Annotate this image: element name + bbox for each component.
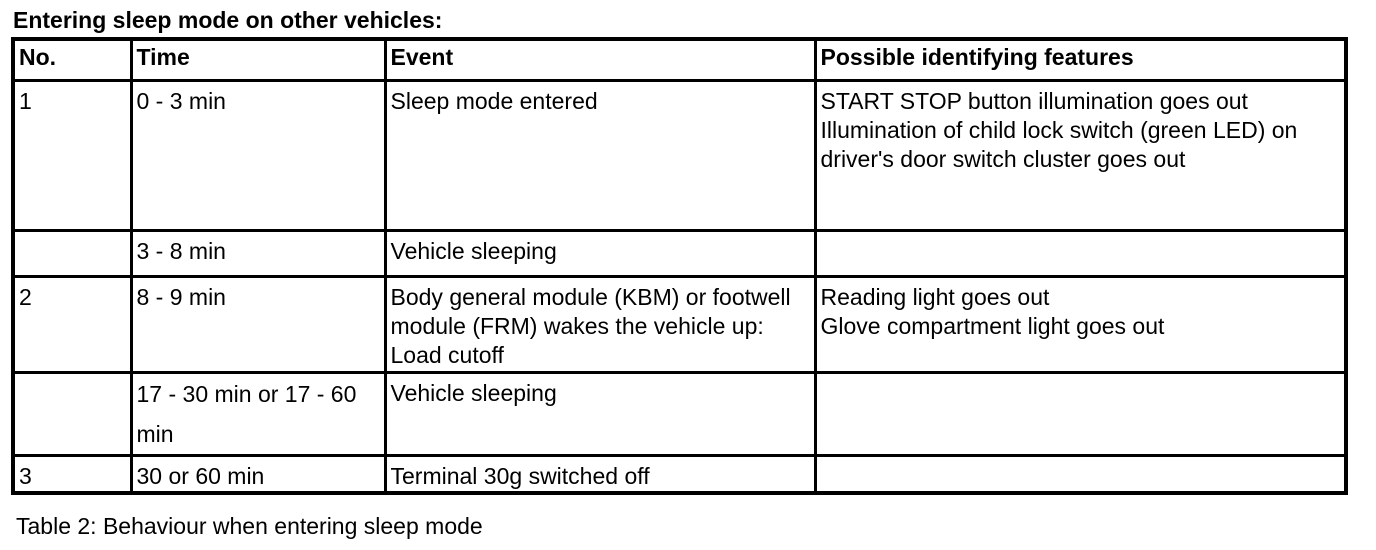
cell-time: 0 - 3 min <box>131 81 385 231</box>
feature-line: Illumination of child lock switch (green LED) on driver's door switch cluster goes out <box>820 117 1298 172</box>
cell-no: 2 <box>13 277 131 373</box>
table-header-row <box>13 39 1346 81</box>
page-heading: Entering sleep mode on other vehicles: <box>13 7 443 33</box>
sleep-mode-table <box>11 37 1348 495</box>
cell-no: 1 <box>13 81 131 231</box>
table-row <box>13 373 1346 456</box>
header-event: Event <box>385 39 815 81</box>
feature-line: Reading light goes out <box>820 284 1050 310</box>
cell-event: Vehicle sleeping <box>385 231 815 277</box>
cell-time: 17 - 30 min or 17 - 60 min <box>131 373 385 456</box>
cell-no: 3 <box>13 456 131 494</box>
table-row <box>13 456 1346 494</box>
cell-features <box>815 277 1346 373</box>
cell-features <box>815 456 1346 494</box>
cell-time: 30 or 60 min <box>131 456 385 494</box>
header-no: No. <box>13 39 131 81</box>
feature-line: START STOP button illumination goes out <box>820 88 1248 114</box>
cell-time: 3 - 8 min <box>131 231 385 277</box>
cell-features <box>815 373 1346 456</box>
table-row <box>13 277 1346 373</box>
cell-no <box>13 231 131 277</box>
header-time: Time <box>131 39 385 81</box>
table-row <box>13 81 1346 231</box>
feature-line: Glove compartment light goes out <box>820 313 1165 339</box>
cell-features <box>815 231 1346 277</box>
cell-features <box>815 81 1346 231</box>
header-features: Possible identifying features <box>815 39 1346 81</box>
cell-event: Sleep mode entered <box>385 81 815 231</box>
table-caption: Table 2: Behaviour when entering sleep mode <box>16 513 483 539</box>
cell-time: 8 - 9 min <box>131 277 385 373</box>
cell-no <box>13 373 131 456</box>
cell-event: Vehicle sleeping <box>385 373 815 456</box>
cell-event: Terminal 30g switched off <box>385 456 815 494</box>
cell-event: Body general module (KBM) or footwell module (FRM) wakes the vehicle up: Load cutoff <box>385 277 815 373</box>
table-row <box>13 231 1346 277</box>
